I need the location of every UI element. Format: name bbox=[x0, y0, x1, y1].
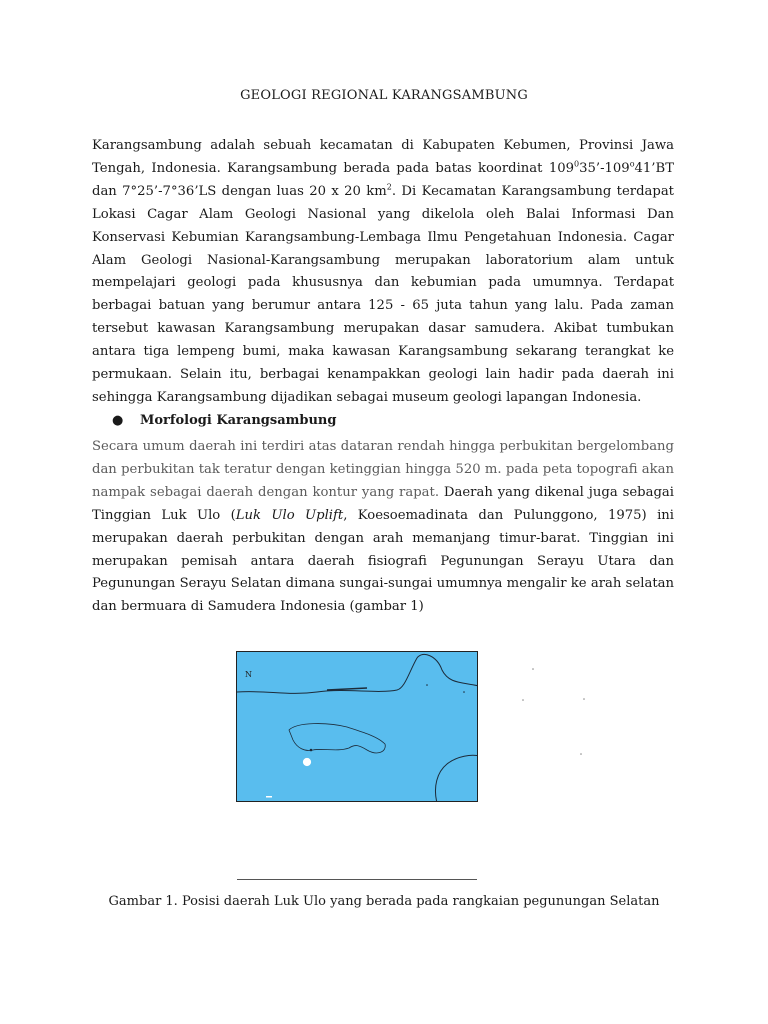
document-title: GEOLOGI REGIONAL KARANGSAMBUNG bbox=[240, 88, 528, 103]
section-heading-morfologi bbox=[112, 413, 336, 428]
section-heading-text: Morfologi Karangsambung bbox=[140, 413, 337, 428]
morfologi-paragraph: Secara umum daerah ini terdiri atas dataran rendah hingga perbukitan bergelombang dan perbukitan tak teratur dengan ketinggian hingga 520 m. pada peta topografi akan nampak sebagai daerah dengan kontur yang rapat. Daerah yang dikenal juga sebagai Tinggian Luk Ulo (Luk Ulo Uplift, Koesoemadinata dan Pulunggono, 1975) ini merupakan daerah perbukitan dengan arah memanjang timur-barat. Tinggian ini merupakan pemisah antara daerah fisiografi Pegunungan Serayu Utara dan Pegunungan Serayu Selatan dimana sungai-sungai umumnya mengalir ke arah selatan dan bermuara di Samudera Indonesia (gambar 1) bbox=[92, 439, 674, 615]
intro-paragraph: Karangsambung adalah sebuah kecamatan di Kabupaten Kebumen, Provinsi Jawa Tengah, Indonesia. Karangsambung berada pada batas koordinat $109^035’-109^o41’BT$ dan 7°25’-7°36’LS dengan luas 20 x 20 $km^2$. Di Kecamatan Karangsambung terdapat Lokasi Cagar Alam Geologi Nasional yang dikelola oleh Balai Informasi Dan Konservasi Kebumian Karangsambung-Lembaga Ilmu Pengetahuan Indonesia. Cagar Alam Geologi Nasional-Karangsambung merupakan laboratorium alam untuk mempelajari geologi pada khususnya dan kebumian pada umumnya. Terdapat berbagai batuan yang berumur antara 125 - 65 juta tahun yang lalu. Pada zaman tersebut kawasan Karangsambung merupakan dasar samudera. Akibat tumbukan antara tiga lempeng bumi, maka kawasan Karangsambung sekarang terangkat ke permukaan. Selain itu, berbagai kenampakkan geologi lain hadir pada daerah ini sehingga Karangsambung dijadikan sebagai museum geologi lapangan Indonesia. bbox=[92, 138, 674, 405]
figure-map bbox=[236, 651, 478, 802]
caption-rule bbox=[237, 879, 477, 880]
bullet-icon: ● bbox=[112, 413, 124, 428]
caption-text: Posisi daerah Luk Ulo yang berada pada rangkaian pegunungan Selatan bbox=[177, 894, 660, 909]
north-arrow-icon: N bbox=[245, 670, 252, 679]
caption-prefix: Gambar 1. bbox=[108, 894, 178, 909]
scan-specks bbox=[490, 650, 600, 770]
map-graphic bbox=[237, 652, 478, 802]
figure-caption bbox=[0, 894, 768, 909]
